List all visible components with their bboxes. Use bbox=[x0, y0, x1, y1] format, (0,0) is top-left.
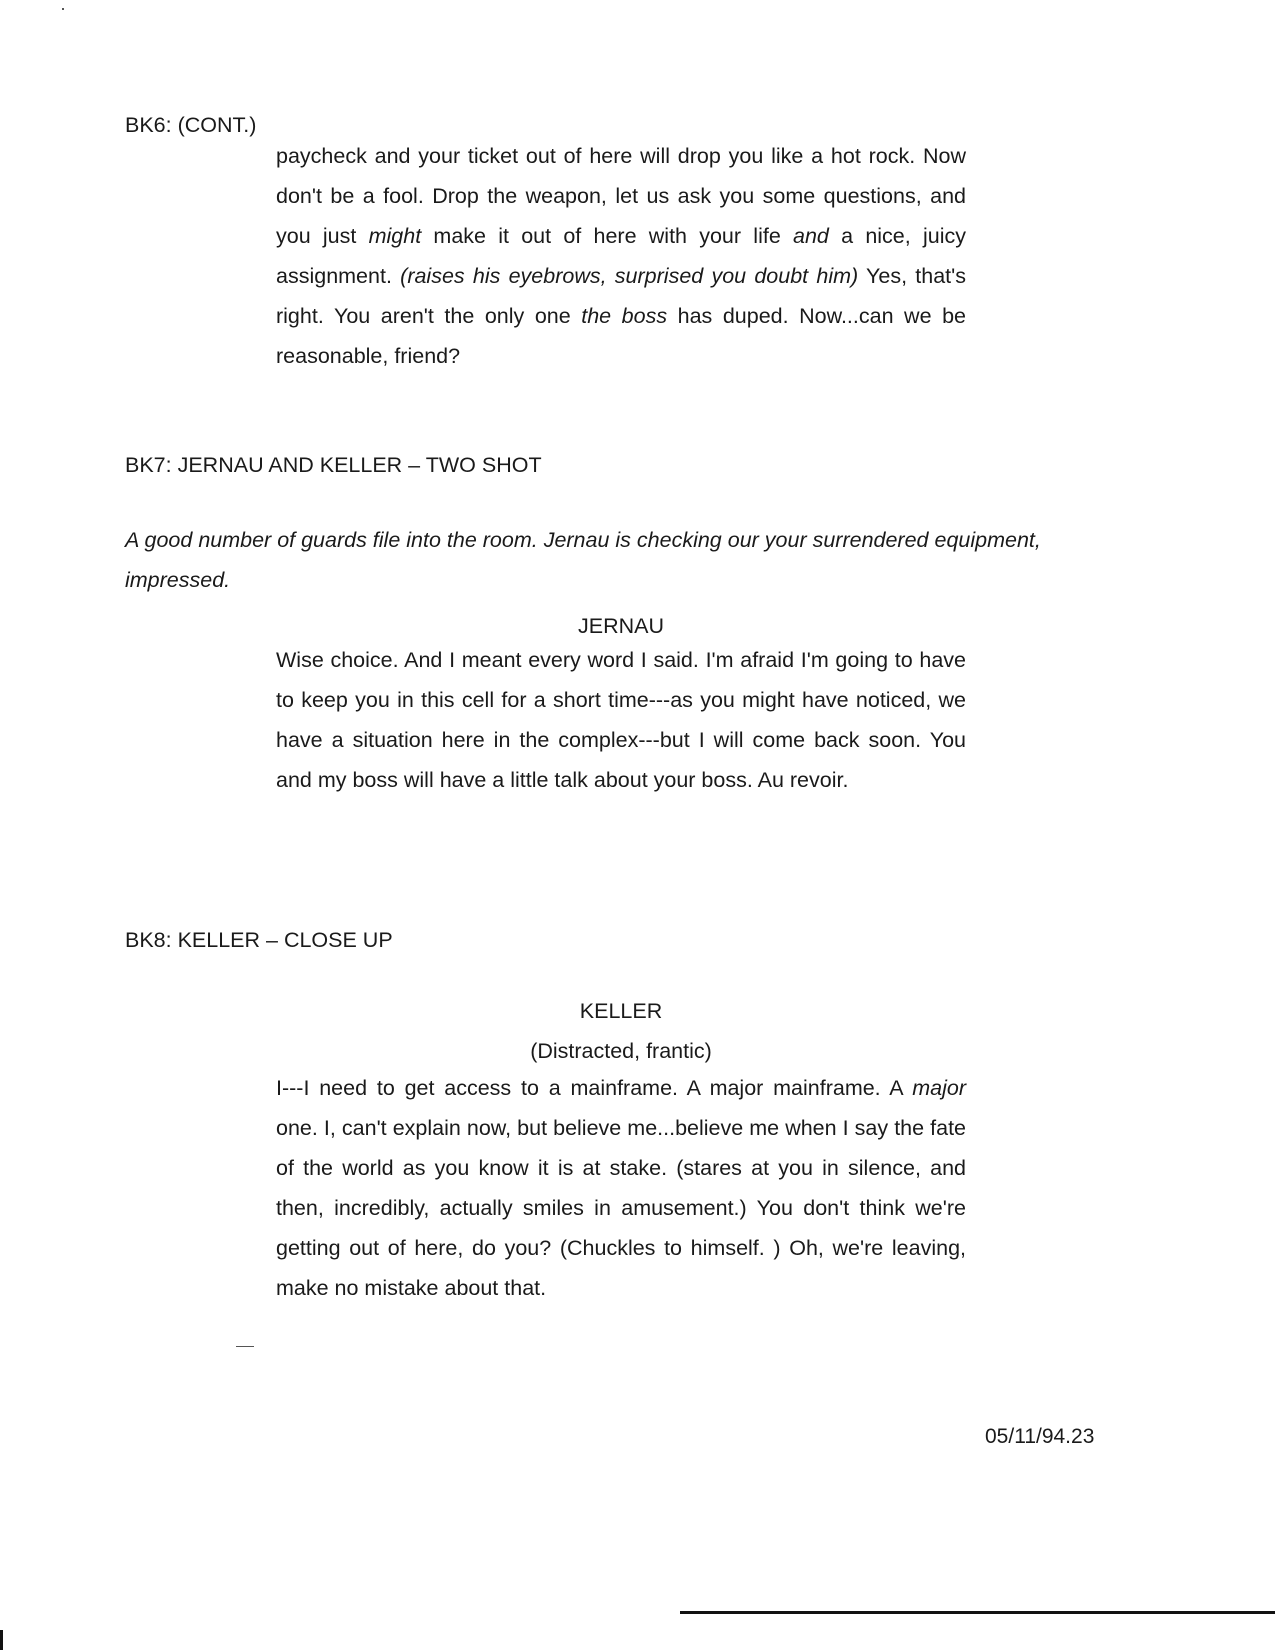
character-keller: KELLER bbox=[579, 999, 663, 1023]
page-code: 05/11/94.23 bbox=[985, 1425, 1095, 1448]
action-bk7: A good number of guards file into the room. Jernau is checking our your surrendered equipment, impressed. bbox=[125, 528, 1041, 592]
dialogue-text: Wise choice. And I meant every word I said. I'm afraid I'm going to have to keep you in this cell for a short time---as you might have noticed, we have a situation here in the complex---but I will come back soon. You and my boss will have a little talk about your boss. Au revoir. bbox=[276, 648, 966, 792]
scene-heading-bk6: BK6: (CONT.) bbox=[125, 113, 257, 137]
scan-speck bbox=[62, 8, 64, 10]
scan-mark bbox=[236, 1346, 254, 1347]
dialogue-bk6 bbox=[276, 136, 966, 376]
dialogue-emphasis: the boss bbox=[581, 304, 668, 328]
dialogue-jernau bbox=[276, 640, 966, 800]
parenthetical-keller: (Distracted, frantic) bbox=[530, 1039, 712, 1063]
dialogue-text: one. I, can't explain now, but believe me...believe me when I say the fate of the world as you know it is at stake. (stares at you in silence, and then, incredibly, actually smiles in amusement.) You don't think we're getting out of here, do you? (Chuckles to himself. ) Oh, we're leaving, make no mistake about that. bbox=[276, 1116, 966, 1300]
dialogue-text: I---I need to get access to a mainframe. A major mainframe. A bbox=[276, 1076, 913, 1100]
dialogue-keller bbox=[276, 1068, 966, 1308]
dialogue-emphasis: major bbox=[912, 1076, 966, 1100]
character-jernau: JERNAU bbox=[577, 614, 664, 638]
dialogue-text: has duped. Now...can we be reasonable, friend? bbox=[276, 304, 966, 368]
dialogue-emphasis: (raises his eyebrows, surprised you doubt him) bbox=[400, 264, 859, 288]
scene-heading-bk7: BK7: JERNAU AND KELLER – TWO SHOT bbox=[125, 453, 542, 477]
dialogue-emphasis: might bbox=[368, 224, 422, 248]
dialogue-emphasis: and bbox=[793, 224, 829, 248]
dialogue-text: make it out of here with your life bbox=[421, 224, 794, 248]
dialogue-text: a nice, juicy assignment. bbox=[276, 224, 966, 288]
bottom-rule bbox=[680, 1611, 1275, 1614]
dialogue-text: paycheck and your ticket out of here will drop you like a hot rock. Now don't be a fool. Drop the weapon, let us ask you some questions, and you just bbox=[276, 144, 966, 248]
scene-heading-bk8: BK8: KELLER – CLOSE UP bbox=[125, 928, 393, 952]
dialogue-text: Yes, that's right. You aren't the only one bbox=[276, 264, 966, 328]
scan-edge-mark bbox=[0, 1630, 3, 1650]
